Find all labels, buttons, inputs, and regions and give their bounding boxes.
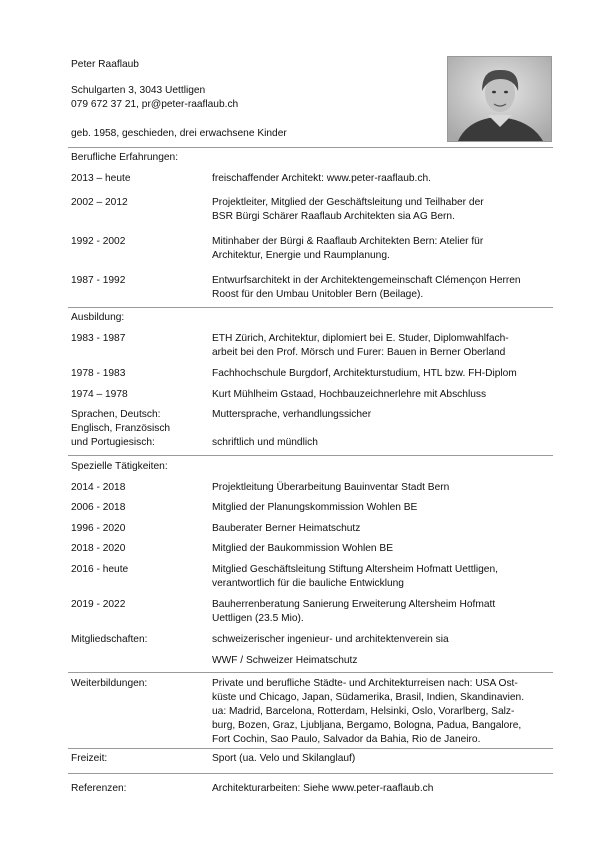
further-education-text: burg, Bozen, Graz, Ljubljana, Bergamo, Bologna, Padua, Bangalore, <box>212 720 522 731</box>
experience-text: Entwurfsarchitekt in der Architektengemeinschaft Clémençon Herren <box>212 275 521 286</box>
activity-text: Mitglied der Planungskommission Wohlen BE <box>212 502 418 513</box>
divider <box>68 307 553 308</box>
further-education-text: ua: Madrid, Barcelona, Rotterdam, Helsinki, Oslo, Vorarlberg, Salz- <box>212 706 515 717</box>
experience-text: BSR Bürgi Schärer Raaflaub Architekten sia AG Bern. <box>212 211 455 222</box>
activity-text: Mitglied der Baukommission Wohlen BE <box>212 543 394 554</box>
leisure-value: Sport (ua. Velo und Skilanglauf) <box>212 753 356 764</box>
activity-text: verantwortlich für die bauliche Entwicklung <box>212 578 404 589</box>
further-education-text: küste und Chicago, Japan, Südamerika, Brasil, Indien, Skandinavien. <box>212 692 525 703</box>
education-text: Fachhochschule Burgdorf, Architekturstudium, HTL bzw. FH-Diplom <box>212 368 517 379</box>
activity-period: 2018 - 2020 <box>71 543 126 554</box>
memberships-label: Mitgliedschaften: <box>71 634 148 645</box>
experience-text: freischaffender Architekt: www.peter-raaflaub.ch. <box>212 173 431 184</box>
references-label: Referenzen: <box>71 783 127 794</box>
section-heading-experience: Berufliche Erfahrungen: <box>71 152 179 163</box>
experience-text: Projektleiter, Mitglied der Geschäftsleitung und Teilhaber der <box>212 197 484 208</box>
activity-text: Uettligen (23.5 Mio). <box>212 613 304 624</box>
activity-text: Bauberater Berner Heimatschutz <box>212 523 361 534</box>
languages-value: schriftlich und mündlich <box>212 437 318 448</box>
divider <box>68 672 553 673</box>
activity-period: 2019 - 2022 <box>71 599 126 610</box>
experience-text: Mitinhaber der Bürgi & Raaflaub Architekten Bern: Atelier für <box>212 236 484 247</box>
divider <box>68 773 553 774</box>
experience-text: Roost für den Umbau Unitobler Bern (Beilage). <box>212 289 424 300</box>
languages-label: und Portugiesisch: <box>71 437 155 448</box>
education-period: 1983 - 1987 <box>71 333 126 344</box>
activity-period: 2006 - 2018 <box>71 502 126 513</box>
education-text: arbeit bei den Prof. Mörsch und Furer: Bauen in Berner Oberland <box>212 347 506 358</box>
experience-period: 2002 – 2012 <box>71 197 128 208</box>
divider <box>68 455 553 456</box>
education-text: Kurt Mühlheim Gstaad, Hochbauzeichnerlehre mit Abschluss <box>212 389 487 400</box>
further-education-text: Fort Cochin, Sao Paulo, Salvador da Bahia, Rio de Janeiro. <box>212 734 481 745</box>
address: Schulgarten 3, 3043 Uettligen <box>71 85 206 96</box>
education-period: 1978 - 1983 <box>71 368 126 379</box>
activity-text: Projektleitung Überarbeitung Bauinventar Stadt Bern <box>212 482 450 493</box>
languages-value: Muttersprache, verhandlungssicher <box>212 409 372 420</box>
contact: 079 672 37 21, pr@peter-raaflaub.ch <box>71 99 239 110</box>
membership-item: schweizerischer ingenieur- und architektenverein sia <box>212 634 449 645</box>
section-heading-education: Ausbildung: <box>71 312 125 323</box>
activity-period: 1996 - 2020 <box>71 523 126 534</box>
membership-item: WWF / Schweizer Heimatschutz <box>212 655 358 666</box>
references-value: Architekturarbeiten: Siehe www.peter-raaflaub.ch <box>212 783 434 794</box>
section-heading-activities: Spezielle Tätigkeiten: <box>71 461 168 472</box>
divider <box>68 147 553 148</box>
experience-text: Architektur, Energie und Raumplanung. <box>212 250 390 261</box>
personal-info: geb. 1958, geschieden, drei erwachsene Kinder <box>71 128 287 139</box>
activity-period: 2014 - 2018 <box>71 482 126 493</box>
experience-period: 1992 - 2002 <box>71 236 126 247</box>
further-education-text: Private und berufliche Städte- und Architekturreisen nach: USA Ost- <box>212 678 518 689</box>
activity-text: Mitglied Geschäftsleitung Stiftung Altersheim Hofmatt Uettligen, <box>212 564 498 575</box>
name: Peter Raaflaub <box>71 59 139 70</box>
further-education-label: Weiterbildungen: <box>71 678 148 689</box>
languages-label: Englisch, Französisch <box>71 423 171 434</box>
activity-text: Bauherrenberatung Sanierung Erweiterung Altersheim Hofmatt <box>212 599 496 610</box>
experience-period: 2013 – heute <box>71 173 131 184</box>
activity-period: 2016 - heute <box>71 564 129 575</box>
portrait-photo <box>447 56 552 142</box>
languages-label: Sprachen, Deutsch: <box>71 409 161 420</box>
education-text: ETH Zürich, Architektur, diplomiert bei E. Studer, Diplomwahlfach- <box>212 333 509 344</box>
portrait-image <box>448 57 551 141</box>
leisure-label: Freizeit: <box>71 753 108 764</box>
divider <box>68 748 553 749</box>
education-period: 1974 – 1978 <box>71 389 128 400</box>
experience-period: 1987 - 1992 <box>71 275 126 286</box>
